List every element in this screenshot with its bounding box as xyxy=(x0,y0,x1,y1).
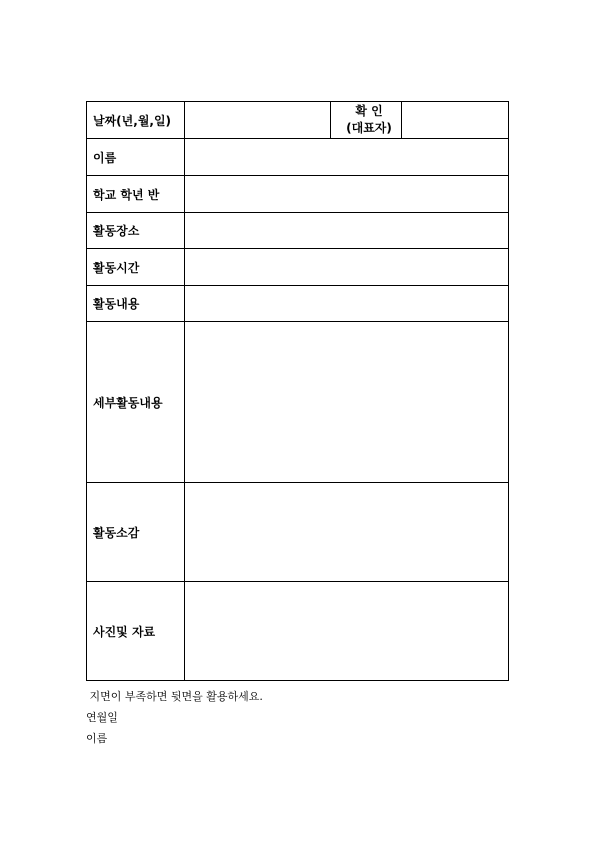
impression-label: 활동소감 xyxy=(87,483,185,582)
name-row xyxy=(87,139,509,176)
confirm-label-line1: 확 인 xyxy=(355,104,383,118)
confirm-label-line2: (대표자) xyxy=(346,121,392,135)
school-grade-class-label: 학교 학년 반 xyxy=(87,176,185,213)
footer-notes xyxy=(86,686,263,749)
impression-field[interactable] xyxy=(185,483,509,582)
activity-place-label: 활동장소 xyxy=(87,213,185,249)
confirm-label xyxy=(331,102,402,139)
photo-material-label: 사진및 자료 xyxy=(87,582,185,681)
note-name: 이름 xyxy=(86,732,108,745)
school-row xyxy=(87,176,509,213)
confirm-signature-field[interactable] xyxy=(402,102,509,139)
date-field[interactable] xyxy=(185,102,331,139)
name-field[interactable] xyxy=(185,139,509,176)
detail-content-field[interactable] xyxy=(185,322,509,483)
activity-time-field[interactable] xyxy=(185,249,509,286)
activity-place-field[interactable] xyxy=(185,213,509,249)
detail-content-label: 세부활동내용 xyxy=(87,322,185,483)
detail-row xyxy=(87,322,509,483)
content-row xyxy=(87,286,509,322)
note-date: 연월일 xyxy=(86,711,118,724)
activity-content-label: 활동내용 xyxy=(87,286,185,322)
name-label: 이름 xyxy=(87,139,185,176)
photo-row xyxy=(87,582,509,681)
activity-content-field[interactable] xyxy=(185,286,509,322)
activity-report-form xyxy=(86,101,509,681)
photo-material-field[interactable] xyxy=(185,582,509,681)
date-row xyxy=(87,102,509,139)
school-grade-class-field[interactable] xyxy=(185,176,509,213)
time-row xyxy=(87,249,509,286)
activity-time-label: 활동시간 xyxy=(87,249,185,286)
impression-row xyxy=(87,483,509,582)
note-use-backside: 지면이 부족하면 뒷면을 활용하세요. xyxy=(86,690,263,703)
date-label: 날짜(년,월,일) xyxy=(87,102,185,139)
place-row xyxy=(87,213,509,249)
